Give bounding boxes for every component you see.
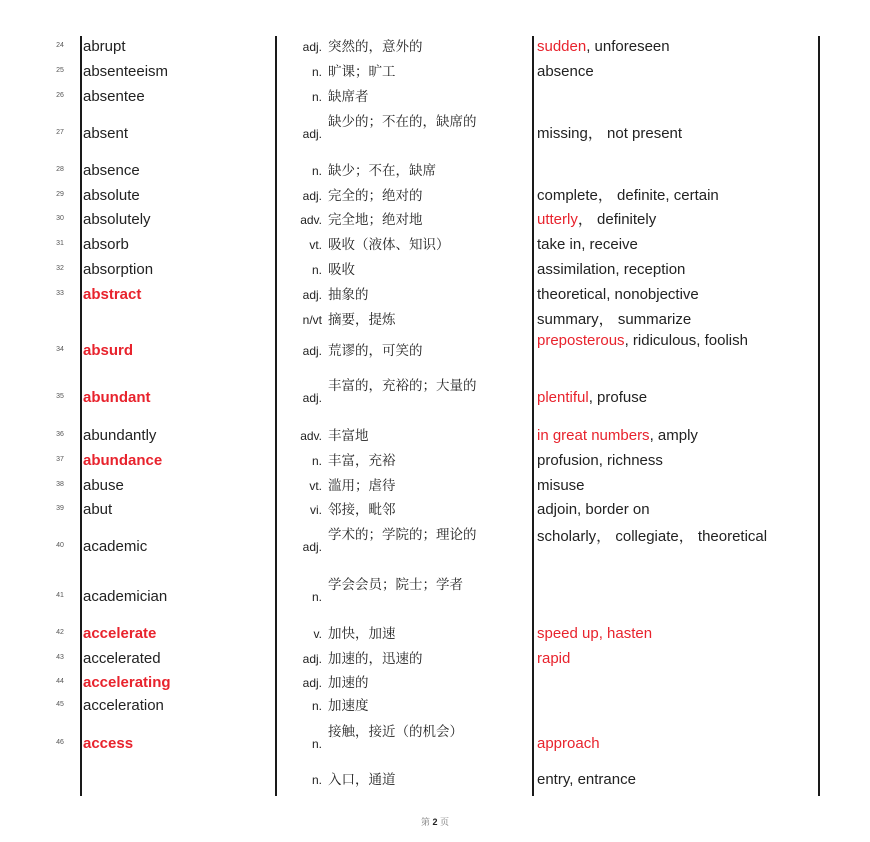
synonym-text: theoretical, nonobjective bbox=[537, 286, 699, 303]
entry-word: absorb bbox=[83, 236, 129, 253]
entry-word: absence bbox=[83, 162, 140, 179]
entry-word: abundant bbox=[83, 389, 151, 406]
entry-word: academic bbox=[83, 538, 148, 555]
part-of-speech: n/vt bbox=[302, 313, 322, 327]
entry-number: 33 bbox=[56, 290, 64, 297]
chinese-definition: 突然的，意外的 bbox=[328, 39, 423, 55]
english-synonyms bbox=[537, 260, 782, 280]
part-of-speech: adj. bbox=[302, 676, 322, 690]
chinese-definition: 接触，接近（的机会） bbox=[328, 724, 463, 740]
entry-word: accelerate bbox=[83, 625, 157, 642]
part-of-speech: vt. bbox=[309, 238, 322, 252]
chinese-definition: 缺席者 bbox=[328, 89, 369, 105]
english-synonyms bbox=[537, 476, 782, 496]
part-of-speech: vi. bbox=[310, 503, 322, 517]
part-of-speech: n. bbox=[311, 263, 322, 277]
english-synonyms bbox=[537, 331, 782, 351]
entry-word: access bbox=[83, 735, 134, 752]
part-of-speech: n. bbox=[311, 773, 322, 787]
part-of-speech: n. bbox=[311, 90, 322, 104]
highlighted-synonym: in great numbers bbox=[537, 427, 650, 444]
english-synonyms bbox=[537, 734, 782, 754]
entry-number: 46 bbox=[56, 739, 64, 746]
english-synonyms bbox=[537, 310, 782, 330]
entry-number: 24 bbox=[56, 42, 64, 49]
part-of-speech: n. bbox=[311, 164, 322, 178]
part-of-speech: adj. bbox=[302, 288, 322, 302]
english-synonyms bbox=[537, 186, 782, 206]
entry-word: abut bbox=[83, 501, 113, 518]
chinese-definition: 旷课；旷工 bbox=[328, 64, 396, 80]
synonym-text: take in, receive bbox=[537, 236, 638, 253]
english-synonyms bbox=[537, 210, 782, 230]
chinese-definition: 缺少的；不在的，缺席的 bbox=[328, 114, 477, 130]
synonym-text: complete， definite, certain bbox=[537, 187, 719, 204]
english-synonyms bbox=[537, 500, 782, 520]
entry-number: 42 bbox=[56, 629, 64, 636]
entry-number: 37 bbox=[56, 456, 64, 463]
chinese-definition: 吸收（液体、知识） bbox=[328, 237, 450, 253]
page-number: 2 bbox=[432, 817, 438, 827]
english-synonyms bbox=[537, 285, 782, 305]
highlighted-synonym: utterly bbox=[537, 211, 578, 228]
chinese-definition: 摘要，提炼 bbox=[328, 312, 396, 328]
right-border-line bbox=[818, 36, 820, 796]
chinese-definition: 加快，加速 bbox=[328, 626, 396, 642]
entry-number: 30 bbox=[56, 215, 64, 222]
part-of-speech: adv. bbox=[300, 429, 322, 443]
entry-number: 44 bbox=[56, 678, 64, 685]
chinese-definition: 完全的；绝对的 bbox=[328, 188, 423, 204]
entry-number: 31 bbox=[56, 240, 64, 247]
entry-word: acceleration bbox=[83, 697, 164, 714]
chinese-definition: 荒谬的，可笑的 bbox=[328, 343, 423, 359]
entry-number: 25 bbox=[56, 67, 64, 74]
highlighted-synonym: approach bbox=[537, 735, 600, 752]
part-of-speech: adj. bbox=[302, 127, 322, 141]
synonym-text: adjoin, border on bbox=[537, 501, 650, 518]
entry-word: abstract bbox=[83, 286, 142, 303]
synonym-text: , amply bbox=[649, 427, 698, 444]
entry-number: 40 bbox=[56, 542, 64, 549]
part-of-speech: n. bbox=[311, 454, 322, 468]
highlighted-synonym: sudden bbox=[537, 38, 587, 55]
english-synonyms bbox=[537, 649, 782, 669]
chinese-definition: 加速的 bbox=[328, 675, 369, 691]
synonym-text: misuse bbox=[537, 477, 585, 494]
entry-word: abundantly bbox=[83, 427, 157, 444]
entry-number: 28 bbox=[56, 166, 64, 173]
english-synonyms bbox=[537, 235, 782, 255]
synonym-text: assimilation, reception bbox=[537, 261, 686, 278]
part-of-speech: vt. bbox=[309, 479, 322, 493]
part-of-speech: adj. bbox=[302, 189, 322, 203]
entry-word: absentee bbox=[83, 88, 145, 105]
entry-word: abundance bbox=[83, 452, 163, 469]
entry-word: accelerating bbox=[83, 674, 171, 691]
entry-number: 39 bbox=[56, 505, 64, 512]
entry-word: accelerated bbox=[83, 650, 161, 667]
synonym-text: summary， summarize bbox=[537, 311, 692, 328]
entry-word: absurd bbox=[83, 342, 134, 359]
synonym-text: , unforeseen bbox=[586, 38, 670, 55]
column-divider-line bbox=[275, 36, 277, 796]
synonym-text: scholarly， collegiate， theoretical bbox=[537, 528, 768, 545]
chinese-definition: 入口，通道 bbox=[328, 772, 396, 788]
entry-number: 26 bbox=[56, 92, 64, 99]
part-of-speech: n. bbox=[311, 737, 322, 751]
chinese-definition: 加速度 bbox=[328, 698, 369, 714]
chinese-definition: 加速的，迅速的 bbox=[328, 651, 423, 667]
highlighted-synonym: speed up, hasten bbox=[537, 625, 653, 642]
part-of-speech: n. bbox=[311, 590, 322, 604]
entry-word: abuse bbox=[83, 477, 124, 494]
entry-number: 34 bbox=[56, 346, 64, 353]
part-of-speech: adj. bbox=[302, 344, 322, 358]
entry-word: absorption bbox=[83, 261, 154, 278]
chinese-definition: 吸收 bbox=[328, 262, 355, 278]
chinese-definition: 缺少；不在，缺席 bbox=[328, 163, 436, 179]
highlighted-synonym: preposterous bbox=[537, 332, 625, 349]
part-of-speech: n. bbox=[311, 65, 322, 79]
chinese-definition: 丰富的，充裕的；大量的 bbox=[328, 378, 477, 394]
entry-word: absenteeism bbox=[83, 63, 169, 80]
english-synonyms bbox=[537, 426, 782, 446]
footer-suffix: 页 bbox=[440, 817, 450, 827]
english-synonyms bbox=[537, 37, 782, 57]
chinese-definition: 抽象的 bbox=[328, 287, 369, 303]
entry-word: academician bbox=[83, 588, 168, 605]
entry-word: absolute bbox=[83, 187, 140, 204]
part-of-speech: adj. bbox=[302, 391, 322, 405]
column-divider-line bbox=[532, 36, 534, 796]
english-synonyms bbox=[537, 62, 782, 82]
part-of-speech: adv. bbox=[300, 213, 322, 227]
chinese-definition: 学会会员；院士；学者 bbox=[328, 577, 463, 593]
english-synonyms bbox=[537, 770, 782, 790]
entry-number: 27 bbox=[56, 129, 64, 136]
synonym-text: entry, entrance bbox=[537, 771, 636, 788]
highlighted-synonym: plentiful bbox=[537, 389, 589, 406]
english-synonyms bbox=[537, 527, 782, 547]
synonym-text: absence bbox=[537, 63, 594, 80]
part-of-speech: adj. bbox=[302, 652, 322, 666]
synonym-text: ， definitely bbox=[577, 211, 657, 228]
part-of-speech: n. bbox=[311, 699, 322, 713]
english-synonyms bbox=[537, 388, 782, 408]
synonym-text: , ridiculous, foolish bbox=[624, 332, 748, 349]
part-of-speech: adj. bbox=[302, 540, 322, 554]
entry-word: absent bbox=[83, 125, 129, 142]
synonym-text: profusion, richness bbox=[537, 452, 663, 469]
english-synonyms bbox=[537, 124, 782, 144]
entry-number: 35 bbox=[56, 393, 64, 400]
english-synonyms bbox=[537, 624, 782, 644]
entry-number: 36 bbox=[56, 431, 64, 438]
chinese-definition: 学术的；学院的；理论的 bbox=[328, 527, 477, 543]
chinese-definition: 滥用；虐待 bbox=[328, 478, 396, 494]
chinese-definition: 完全地；绝对地 bbox=[328, 212, 423, 228]
english-synonyms bbox=[537, 451, 782, 471]
synonym-text: , profuse bbox=[588, 389, 648, 406]
synonym-text: missing， not present bbox=[537, 125, 683, 142]
footer-prefix: 第 bbox=[420, 817, 430, 827]
page-footer bbox=[0, 815, 870, 828]
entry-number: 32 bbox=[56, 265, 64, 272]
chinese-definition: 邻接，毗邻 bbox=[328, 502, 396, 518]
chinese-definition: 丰富地 bbox=[328, 428, 369, 444]
chinese-definition: 丰富，充裕 bbox=[328, 453, 396, 469]
entry-number: 38 bbox=[56, 481, 64, 488]
entry-word: absolutely bbox=[83, 211, 151, 228]
part-of-speech: adj. bbox=[302, 40, 322, 54]
entry-number: 29 bbox=[56, 191, 64, 198]
entry-number: 45 bbox=[56, 701, 64, 708]
left-border-line bbox=[80, 36, 82, 796]
entry-number: 43 bbox=[56, 654, 64, 661]
part-of-speech: v. bbox=[313, 627, 322, 641]
entry-number: 41 bbox=[56, 592, 64, 599]
entry-word: abrupt bbox=[83, 38, 126, 55]
highlighted-synonym: rapid bbox=[537, 650, 571, 667]
